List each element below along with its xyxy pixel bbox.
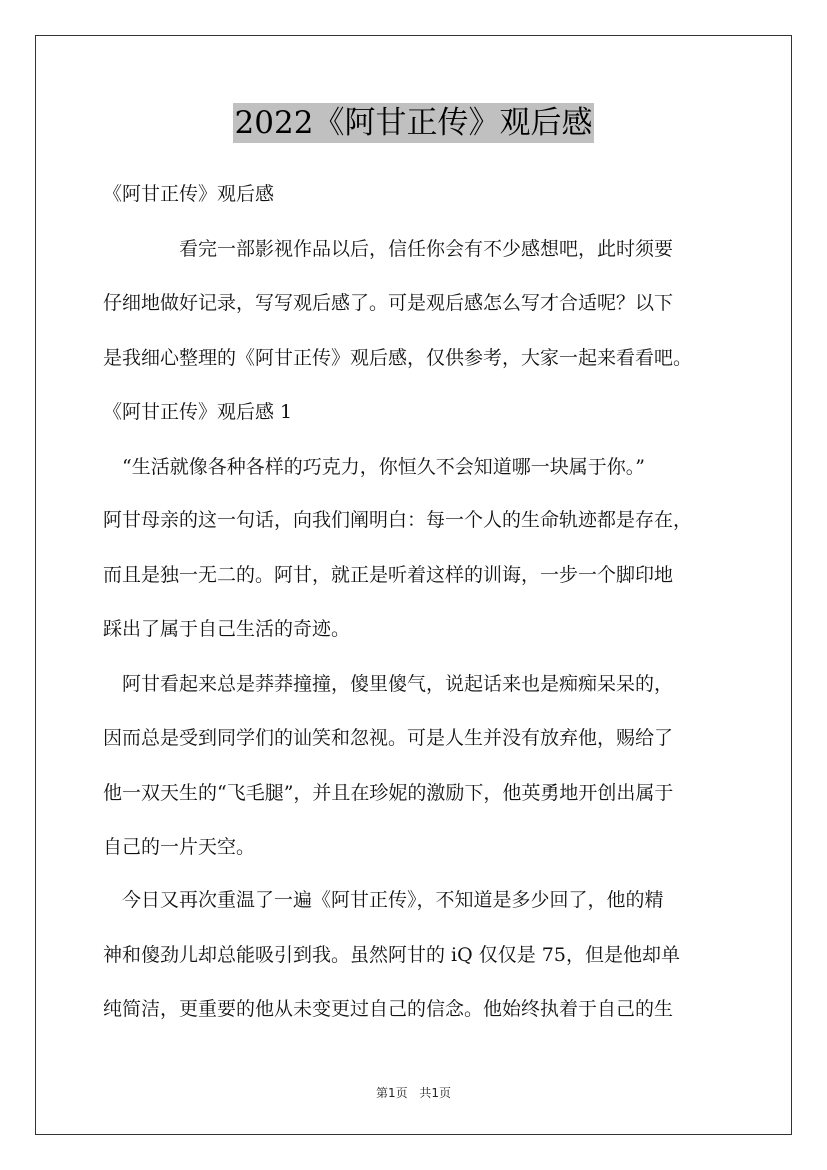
paragraph-line: 纯简洁，更重要的他从未变更过自己的信念。他始终执着于自己的生 xyxy=(103,998,674,1020)
paragraph-line: 踩出了属于自己生活的奇迹。 xyxy=(103,618,351,640)
paragraph-line: 阿甘看起来总是莽莽撞撞，傻里傻气，说起话来也是痴痴呆呆的， xyxy=(103,673,674,695)
subtitle-line: 《阿甘正传》观后感 xyxy=(103,183,275,205)
paragraph-line: 仔细地做好记录，写写观后感了。可是观后感怎么写才合适呢？以下 xyxy=(103,292,674,314)
page-number: 第1页 xyxy=(375,1086,408,1100)
paragraph-line: 阿甘母亲的这一句话，向我们阐明白：每一个人的生命轨迹都是存在， xyxy=(103,509,693,531)
title-container xyxy=(0,103,827,143)
paragraph-line: 而且是独一无二的。阿甘，就正是听着这样的训诲，一步一个脚印地 xyxy=(103,564,674,586)
paragraph-line: 因而总是受到同学们的讪笑和忽视。可是人生并没有放弃他，赐给了 xyxy=(103,727,674,749)
document-title: 2022《阿甘正传》观后感 xyxy=(234,105,593,141)
paragraph-line: 今日又再次重温了一遍《阿甘正传》，不知道是多少回了，他的精 xyxy=(103,889,664,911)
paragraph-line: 神和傻劲儿却总能吸引到我。虽然阿甘的 iQ 仅仅是 75，但是他却单 xyxy=(103,944,680,966)
section-heading: 《阿甘正传》观后感 1 xyxy=(103,401,293,423)
paragraph-line: 看完一部影视作品以后，信任你会有不少感想吧，此时须要 xyxy=(103,238,674,260)
page-total: 共1页 xyxy=(419,1086,452,1100)
paragraph-line: 他一双天生的“飞毛腿”，并且在珍妮的激励下，他英勇地开创出属于 xyxy=(103,782,674,804)
page-footer xyxy=(0,1084,827,1101)
paragraph-line: 是我细心整理的《阿甘正传》观后感，仅供参考，大家一起来看看吧。 xyxy=(103,347,693,369)
paragraph-line: 自己的一片天空。 xyxy=(103,836,256,858)
paragraph-line: “生活就像各种各样的巧克力，你恒久不会知道哪一块属于你。” xyxy=(103,456,645,478)
